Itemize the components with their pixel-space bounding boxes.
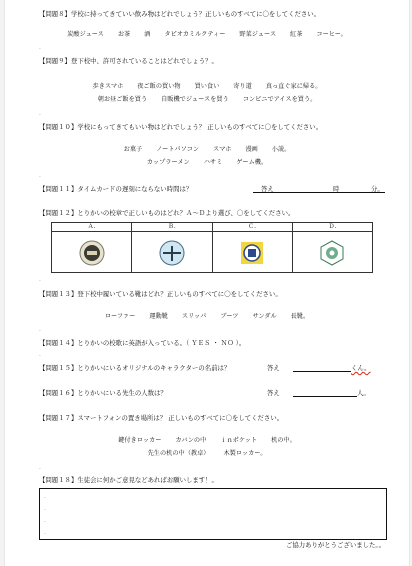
q8-option: お茶 bbox=[117, 31, 131, 38]
q15-title: 【問題１５】とりかいにいるオリジナルのキャラクターの名前は？ bbox=[39, 364, 231, 372]
q9-option: 真っ直ぐ家に帰る。 bbox=[265, 83, 322, 90]
q12-choice-label: Ａ. bbox=[52, 223, 132, 232]
q12-choice-b[interactable] bbox=[132, 232, 212, 273]
q9-option: コンビニでアイスを買う。 bbox=[242, 96, 317, 103]
q9-option: 寄り道 bbox=[233, 83, 252, 90]
q12-choice-label: Ｂ. bbox=[132, 223, 212, 232]
q11-answer-label: 答え bbox=[261, 185, 274, 193]
q8-option: 炭酸ジュース bbox=[67, 31, 104, 38]
q10-title: 【問題１０】学校にもってきてもいい物はどれでしょう？ 正しいものすべてに〇をしてください。 bbox=[39, 123, 323, 131]
q12-choice-c[interactable] bbox=[212, 232, 292, 273]
q13-option: 長靴。 bbox=[290, 313, 310, 320]
q17-options-row1 bbox=[5, 437, 409, 445]
paragraph-mark: . bbox=[39, 326, 41, 333]
q10-option: スマホ bbox=[213, 146, 232, 153]
q8-option: 酒 bbox=[144, 31, 151, 38]
q10-option: ハサミ bbox=[203, 159, 223, 166]
paragraph-mark: . bbox=[39, 110, 41, 117]
q13-option: スリッパ bbox=[181, 313, 207, 320]
paragraph-mark: . bbox=[44, 505, 46, 512]
q12-choice-label: Ｃ. bbox=[212, 223, 292, 232]
q15-answer-field[interactable] bbox=[293, 364, 351, 372]
q15-suffix: くん。 bbox=[351, 364, 371, 372]
q12-choice-label: Ｄ. bbox=[292, 223, 372, 232]
footer-thanks: ご協力ありがとうございました。。 bbox=[285, 541, 385, 549]
paragraph-mark: . bbox=[44, 517, 46, 524]
q10-option: お菓子 bbox=[123, 146, 143, 153]
q17-option: カバンの中 bbox=[175, 437, 207, 444]
q10-option: 漫画 bbox=[245, 146, 258, 153]
q8-title: 【問題８】学校に持ってきていい飲み物はどれでしょう？正しいものすべてに〇をしてください。 bbox=[39, 10, 321, 18]
paragraph-mark: . bbox=[39, 44, 41, 51]
q17-title: 【問題１７】スマートフォンの置き場所は？ 正しいものすべてに〇をしてください。 bbox=[39, 414, 284, 422]
q12-emblem-table bbox=[51, 222, 373, 273]
q13-title: 【問題１３】登下校中履いている靴はどれ？正しいものすべてに〇をしてください。 bbox=[39, 290, 282, 298]
paragraph-mark: . bbox=[44, 529, 46, 536]
q8-option: タピオカミルクティー bbox=[164, 31, 226, 38]
emblem-a-icon bbox=[79, 240, 105, 266]
q9-option: 買い食い bbox=[194, 83, 220, 90]
q17-option: 鍵付きロッカー bbox=[118, 437, 162, 444]
paragraph-mark: . bbox=[44, 493, 46, 500]
q8-options bbox=[5, 31, 409, 39]
emblem-b-icon bbox=[159, 240, 185, 266]
paragraph-mark: . bbox=[39, 276, 41, 283]
q9-option: 自販機でジュースを買う bbox=[161, 96, 229, 103]
q12-title: 【問題１２】とりかいの校章で正しいものはどれ？Ａ～Ｄより選び、〇をしてください。 bbox=[39, 209, 295, 217]
q16-title: 【問題１６】とりかいにいる先生の人数は？ bbox=[39, 389, 167, 397]
paragraph-mark: . bbox=[39, 351, 41, 358]
q12-choice-d[interactable] bbox=[292, 232, 372, 273]
q17-option: 先生の机の中（教卓） bbox=[147, 450, 210, 457]
q17-option: 木製ロッカー。 bbox=[223, 450, 267, 457]
q16-answer-label: 答え bbox=[267, 389, 280, 397]
q9-options-row2 bbox=[5, 96, 409, 104]
q17-options-row2 bbox=[5, 450, 409, 458]
q13-option: ローファー bbox=[104, 313, 136, 320]
q13-option: サンダル bbox=[252, 313, 277, 320]
q13-options bbox=[5, 313, 409, 321]
q16-suffix: 人。 bbox=[357, 389, 370, 397]
emblem-d-icon bbox=[319, 240, 345, 266]
q11-hour-unit: 時 bbox=[333, 185, 340, 193]
q11-title: 【問題１１】タイムカードの遅刻にならない時間は？ bbox=[39, 185, 193, 193]
q10-option: カップラーメン bbox=[146, 159, 190, 166]
q12-choice-a[interactable] bbox=[52, 232, 132, 273]
q8-option: 野菜ジュース bbox=[239, 31, 277, 38]
q9-options-row1 bbox=[5, 83, 409, 91]
document-page bbox=[4, 0, 410, 566]
q9-title: 【問題９】登下校中、許可されていることはどれでしょう？。 bbox=[39, 57, 218, 65]
q9-option: 夜ご飯の買い物 bbox=[137, 83, 181, 90]
q13-option: 運動靴 bbox=[149, 313, 168, 320]
q8-option: 紅茶 bbox=[290, 31, 303, 38]
q17-option: ｉｎポケット bbox=[220, 437, 258, 444]
paragraph-mark: . bbox=[39, 464, 41, 471]
q10-option: ゲーム機。 bbox=[236, 159, 268, 166]
paragraph-mark: . bbox=[39, 172, 41, 179]
q13-option: ブーツ bbox=[220, 313, 239, 320]
q11-minute-unit: 分。 bbox=[371, 185, 384, 193]
q8-option: コーヒー。 bbox=[316, 31, 347, 38]
q10-options-row2 bbox=[5, 159, 409, 167]
q10-option: 小説。 bbox=[271, 146, 291, 153]
emblem-c-icon bbox=[239, 240, 265, 266]
q10-options-row1 bbox=[5, 146, 409, 154]
q9-option: 朝お昼ご飯を買う bbox=[97, 96, 148, 103]
q16-answer-field[interactable] bbox=[293, 389, 357, 397]
q18-title: 【問題１８】生徒会に何かご意見などあればお願いします！。 bbox=[39, 476, 218, 484]
q15-answer-label: 答え bbox=[267, 364, 280, 372]
q18-comment-box[interactable] bbox=[39, 488, 387, 540]
q10-option: ノートパソコン bbox=[156, 146, 200, 153]
q14-title: 【問題１４】とりかいの校歌に英語が入っている。（ ＹＥＳ ・ ＮＯ ）。 bbox=[39, 339, 246, 347]
q9-option: 歩きスマホ bbox=[92, 83, 124, 90]
q17-option: 机の中。 bbox=[271, 437, 296, 444]
